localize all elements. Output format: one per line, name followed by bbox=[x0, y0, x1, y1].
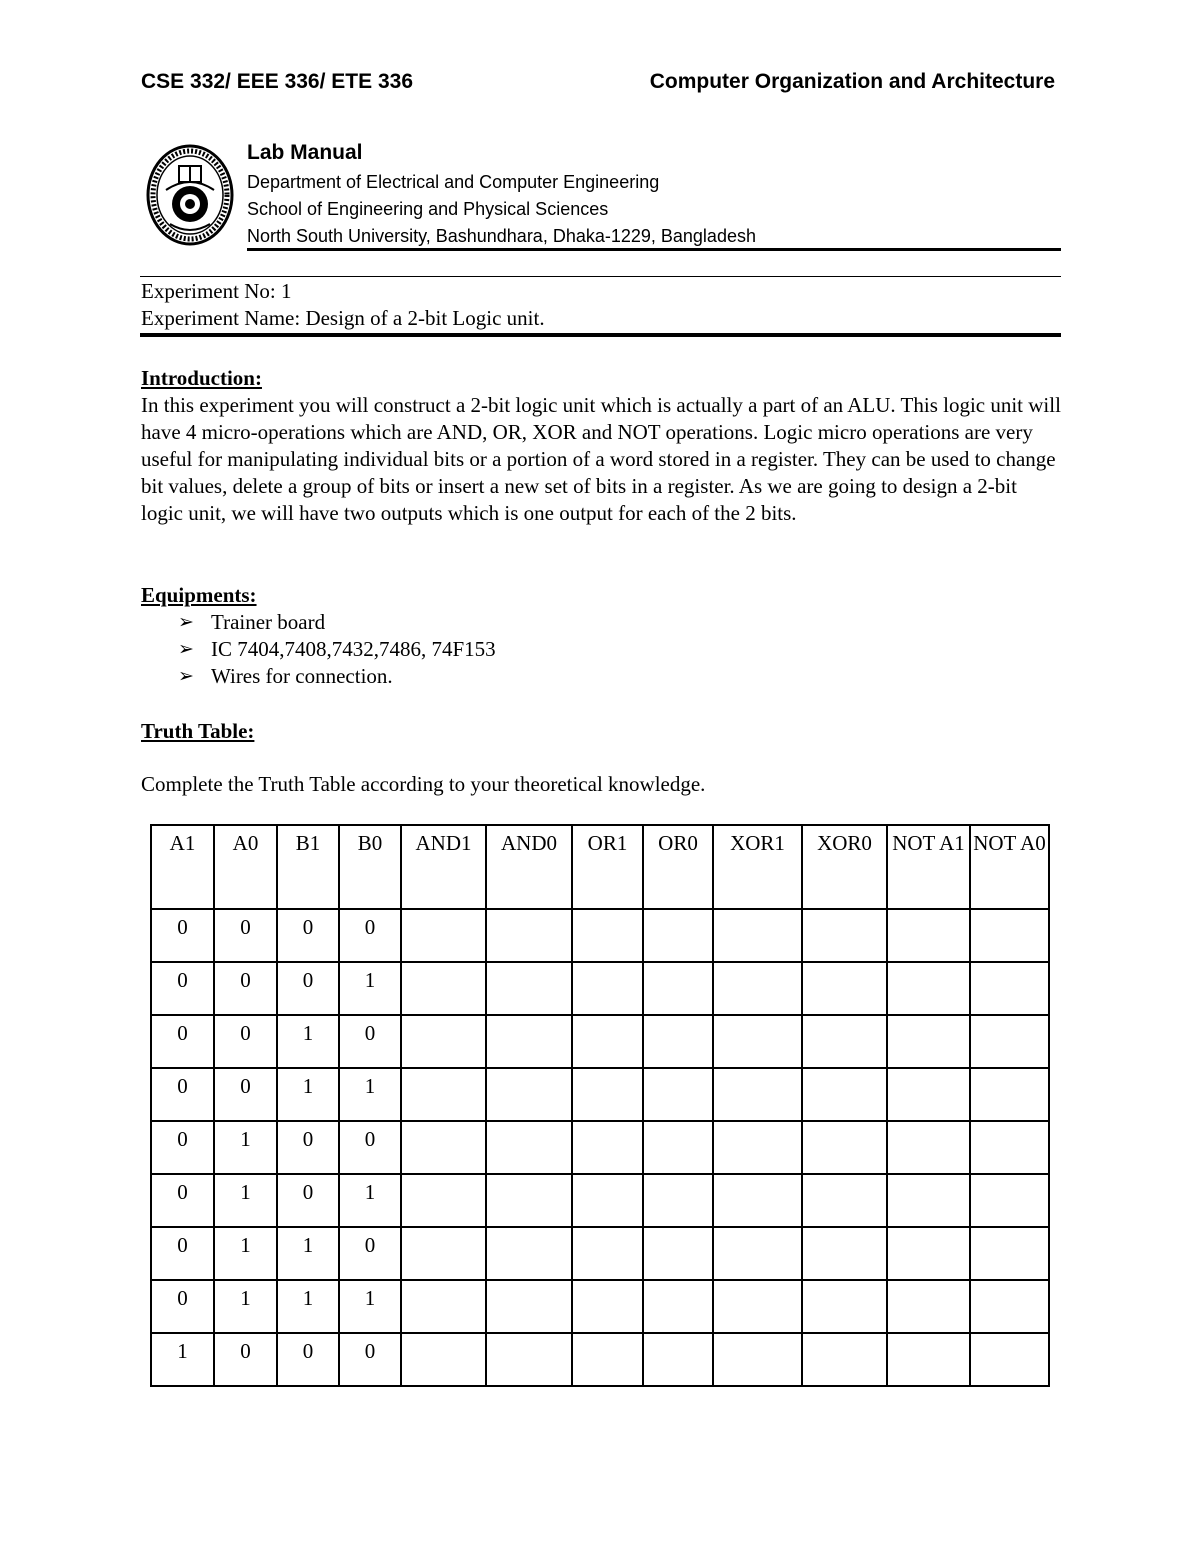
input-value-cell: 0 bbox=[277, 909, 339, 962]
answer-cell[interactable] bbox=[802, 1174, 887, 1227]
answer-cell[interactable] bbox=[713, 1333, 802, 1386]
answer-cell[interactable] bbox=[970, 1068, 1049, 1121]
answer-cell[interactable] bbox=[802, 1227, 887, 1280]
input-value-cell: 1 bbox=[214, 1280, 277, 1333]
equipments-heading: Equipments: bbox=[141, 583, 257, 607]
answer-cell[interactable] bbox=[970, 962, 1049, 1015]
answer-cell[interactable] bbox=[802, 962, 887, 1015]
answer-cell[interactable] bbox=[887, 1068, 970, 1121]
input-value-cell: 0 bbox=[214, 909, 277, 962]
answer-cell[interactable] bbox=[401, 1227, 486, 1280]
answer-cell[interactable] bbox=[572, 1068, 643, 1121]
input-value-cell: 0 bbox=[277, 1121, 339, 1174]
column-header: B1 bbox=[277, 825, 339, 909]
column-header: XOR1 bbox=[713, 825, 802, 909]
answer-cell[interactable] bbox=[713, 909, 802, 962]
column-header: A0 bbox=[214, 825, 277, 909]
arrow-bullet-icon: ➢ bbox=[178, 666, 194, 687]
input-value-cell: 0 bbox=[214, 1015, 277, 1068]
north-south-university-seal-icon bbox=[146, 144, 234, 246]
introduction-section bbox=[141, 365, 1061, 527]
input-value-cell: 1 bbox=[151, 1333, 214, 1386]
answer-cell[interactable] bbox=[401, 1333, 486, 1386]
experiment-number: Experiment No: 1 bbox=[141, 279, 292, 303]
answer-cell[interactable] bbox=[713, 1227, 802, 1280]
answer-cell[interactable] bbox=[970, 1227, 1049, 1280]
answer-cell[interactable] bbox=[802, 1333, 887, 1386]
table-header-row bbox=[151, 825, 1049, 909]
input-value-cell: 1 bbox=[277, 1227, 339, 1280]
input-value-cell: 1 bbox=[214, 1227, 277, 1280]
answer-cell[interactable] bbox=[713, 1121, 802, 1174]
input-value-cell: 1 bbox=[277, 1015, 339, 1068]
experiment-name: Experiment Name: Design of a 2-bit Logic unit. bbox=[141, 306, 545, 330]
column-header: OR0 bbox=[643, 825, 713, 909]
input-value-cell: 1 bbox=[277, 1068, 339, 1121]
answer-cell[interactable] bbox=[887, 1174, 970, 1227]
column-header: XOR0 bbox=[802, 825, 887, 909]
answer-cell[interactable] bbox=[802, 1280, 887, 1333]
answer-cell[interactable] bbox=[486, 962, 572, 1015]
course-title: Computer Organization and Architecture bbox=[649, 70, 1055, 93]
course-codes: CSE 332/ EEE 336/ ETE 336 bbox=[141, 70, 413, 93]
answer-cell[interactable] bbox=[887, 1015, 970, 1068]
column-header: AND0 bbox=[486, 825, 572, 909]
input-value-cell: 0 bbox=[151, 909, 214, 962]
input-value-cell: 0 bbox=[214, 962, 277, 1015]
answer-cell[interactable] bbox=[572, 909, 643, 962]
answer-cell[interactable] bbox=[970, 1015, 1049, 1068]
input-value-cell: 0 bbox=[151, 1121, 214, 1174]
answer-cell[interactable] bbox=[486, 1121, 572, 1174]
answer-cell[interactable] bbox=[643, 909, 713, 962]
answer-cell[interactable] bbox=[887, 1227, 970, 1280]
equipment-item-label: Wires for connection. bbox=[211, 664, 393, 688]
answer-cell[interactable] bbox=[713, 962, 802, 1015]
answer-cell[interactable] bbox=[401, 1015, 486, 1068]
answer-cell[interactable] bbox=[643, 1174, 713, 1227]
equipments-section bbox=[141, 582, 1061, 690]
answer-cell[interactable] bbox=[401, 909, 486, 962]
equipment-list bbox=[141, 609, 1061, 690]
truth-table-section bbox=[141, 718, 1061, 798]
answer-cell[interactable] bbox=[970, 1121, 1049, 1174]
answer-cell[interactable] bbox=[643, 1280, 713, 1333]
answer-cell[interactable] bbox=[401, 1174, 486, 1227]
experiment-info bbox=[141, 278, 545, 332]
table-row bbox=[151, 1174, 1049, 1227]
answer-cell[interactable] bbox=[486, 1174, 572, 1227]
table-row bbox=[151, 1333, 1049, 1386]
input-value-cell: 1 bbox=[214, 1121, 277, 1174]
answer-cell[interactable] bbox=[572, 1333, 643, 1386]
answer-cell[interactable] bbox=[713, 1280, 802, 1333]
divider bbox=[247, 248, 1061, 251]
answer-cell[interactable] bbox=[643, 1333, 713, 1386]
answer-cell[interactable] bbox=[486, 1280, 572, 1333]
answer-cell[interactable] bbox=[572, 1174, 643, 1227]
answer-cell[interactable] bbox=[486, 1068, 572, 1121]
answer-cell[interactable] bbox=[643, 1121, 713, 1174]
input-value-cell: 0 bbox=[339, 1333, 401, 1386]
input-value-cell: 0 bbox=[214, 1068, 277, 1121]
answer-cell[interactable] bbox=[887, 1280, 970, 1333]
input-value-cell: 0 bbox=[339, 1227, 401, 1280]
input-value-cell: 0 bbox=[277, 1174, 339, 1227]
answer-cell[interactable] bbox=[401, 1121, 486, 1174]
answer-cell[interactable] bbox=[572, 962, 643, 1015]
divider bbox=[140, 276, 1061, 277]
table-row bbox=[151, 962, 1049, 1015]
column-header: NOT A0 bbox=[970, 825, 1049, 909]
department-line: Department of Electrical and Computer Engineering bbox=[247, 172, 660, 192]
input-value-cell: 1 bbox=[214, 1174, 277, 1227]
column-header: AND1 bbox=[401, 825, 486, 909]
table-row bbox=[151, 1227, 1049, 1280]
answer-cell[interactable] bbox=[713, 1015, 802, 1068]
answer-cell[interactable] bbox=[401, 962, 486, 1015]
answer-cell[interactable] bbox=[643, 1068, 713, 1121]
table-row bbox=[151, 1280, 1049, 1333]
table-row bbox=[151, 909, 1049, 962]
answer-cell[interactable] bbox=[713, 1068, 802, 1121]
input-value-cell: 1 bbox=[339, 962, 401, 1015]
input-value-cell: 0 bbox=[151, 1227, 214, 1280]
answer-cell[interactable] bbox=[572, 1227, 643, 1280]
introduction-body: In this experiment you will construct a 2-bit logic unit which is actually a part of an ALU. This logic unit will have 4 micro-operations which are AND, OR, XOR and NOT operations. Logic micro operations are very useful for manipulating individual bits or a portion of a word stored in a register. They can be used to change bit values, delete a group of bits or insert a new set of bits in a register. As we are going to design a 2-bit logic unit, we will have two outputs which is one output for each of the 2 bits. bbox=[141, 393, 1061, 525]
answer-cell[interactable] bbox=[713, 1174, 802, 1227]
column-header: A1 bbox=[151, 825, 214, 909]
answer-cell[interactable] bbox=[970, 1333, 1049, 1386]
letterhead bbox=[247, 141, 756, 250]
column-header: OR1 bbox=[572, 825, 643, 909]
input-value-cell: 1 bbox=[339, 1174, 401, 1227]
answer-cell[interactable] bbox=[970, 909, 1049, 962]
list-item bbox=[178, 636, 1061, 663]
column-header: NOT A1 bbox=[887, 825, 970, 909]
answer-cell[interactable] bbox=[401, 1068, 486, 1121]
input-value-cell: 0 bbox=[151, 1174, 214, 1227]
answer-cell[interactable] bbox=[486, 909, 572, 962]
answer-cell[interactable] bbox=[486, 1227, 572, 1280]
list-item bbox=[178, 609, 1061, 636]
truth-table-instruction: Complete the Truth Table according to your theoretical knowledge. bbox=[141, 772, 706, 796]
truth-table bbox=[150, 824, 1050, 1387]
table-row bbox=[151, 1121, 1049, 1174]
equipment-item-label: IC 7404,7408,7432,7486, 74F153 bbox=[211, 637, 496, 661]
answer-cell[interactable] bbox=[970, 1174, 1049, 1227]
column-header: B0 bbox=[339, 825, 401, 909]
answer-cell[interactable] bbox=[970, 1280, 1049, 1333]
truth-table-heading: Truth Table: bbox=[141, 719, 255, 743]
answer-cell[interactable] bbox=[887, 1333, 970, 1386]
answer-cell[interactable] bbox=[802, 1121, 887, 1174]
answer-cell[interactable] bbox=[802, 909, 887, 962]
input-value-cell: 0 bbox=[151, 1015, 214, 1068]
arrow-bullet-icon: ➢ bbox=[178, 612, 194, 633]
table-row bbox=[151, 1068, 1049, 1121]
answer-cell[interactable] bbox=[887, 1121, 970, 1174]
answer-cell[interactable] bbox=[643, 1227, 713, 1280]
letterhead-title: Lab Manual bbox=[247, 141, 363, 164]
answer-cell[interactable] bbox=[643, 1015, 713, 1068]
input-value-cell: 1 bbox=[339, 1280, 401, 1333]
answer-cell[interactable] bbox=[486, 1015, 572, 1068]
answer-cell[interactable] bbox=[802, 1015, 887, 1068]
answer-cell[interactable] bbox=[572, 1015, 643, 1068]
input-value-cell: 0 bbox=[151, 1068, 214, 1121]
divider bbox=[140, 333, 1061, 337]
arrow-bullet-icon: ➢ bbox=[178, 639, 194, 660]
input-value-cell: 1 bbox=[339, 1068, 401, 1121]
answer-cell[interactable] bbox=[572, 1280, 643, 1333]
equipment-item-label: Trainer board bbox=[211, 610, 326, 634]
input-value-cell: 0 bbox=[339, 909, 401, 962]
introduction-heading: Introduction: bbox=[141, 366, 262, 390]
input-value-cell: 0 bbox=[151, 1280, 214, 1333]
input-value-cell: 1 bbox=[277, 1280, 339, 1333]
answer-cell[interactable] bbox=[802, 1068, 887, 1121]
answer-cell[interactable] bbox=[887, 909, 970, 962]
input-value-cell: 0 bbox=[339, 1015, 401, 1068]
answer-cell[interactable] bbox=[887, 962, 970, 1015]
answer-cell[interactable] bbox=[572, 1121, 643, 1174]
list-item bbox=[178, 663, 1061, 690]
input-value-cell: 0 bbox=[339, 1121, 401, 1174]
school-line: School of Engineering and Physical Sciences bbox=[247, 199, 609, 219]
input-value-cell: 0 bbox=[277, 1333, 339, 1386]
university-address-line: North South University, Bashundhara, Dhaka-1229, Bangladesh bbox=[247, 226, 756, 246]
table-row bbox=[151, 1015, 1049, 1068]
input-value-cell: 0 bbox=[277, 962, 339, 1015]
input-value-cell: 0 bbox=[214, 1333, 277, 1386]
answer-cell[interactable] bbox=[643, 962, 713, 1015]
input-value-cell: 0 bbox=[151, 962, 214, 1015]
answer-cell[interactable] bbox=[401, 1280, 486, 1333]
answer-cell[interactable] bbox=[486, 1333, 572, 1386]
